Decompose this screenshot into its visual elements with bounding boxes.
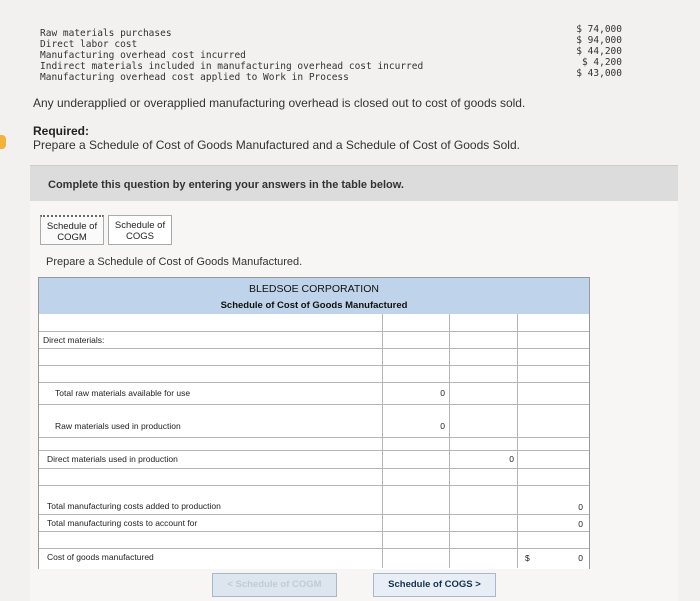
table-row [39,314,589,332]
table-row [39,418,589,438]
table-row[interactable] [39,349,589,366]
total-mfg-added-label: Total manufacturing costs added to production [47,501,221,511]
fact-label: Raw materials purchases [40,28,172,39]
prev-schedule-button[interactable]: < Schedule of COGM [212,573,337,597]
direct-used-label: Direct materials used in production [47,454,178,464]
facts-labels [40,28,423,83]
tab-schedule-cogm[interactable] [40,215,104,245]
instruction-text: Complete this question by entering your answers in the table below. [48,179,404,191]
fact-amount: $ 4,200 [581,57,622,68]
table-row [39,332,589,349]
facts-amounts [576,24,622,79]
table-row[interactable] [39,532,589,549]
overhead-note: Any underapplied or overapplied manufacturing overhead is closed out to cost of goods sold. [33,96,526,110]
fact-amount: $ 44,200 [576,46,622,57]
question-marker [0,135,6,149]
column-divider [449,314,450,568]
fact-label: Manufacturing overhead cost applied to Work in Process [40,72,349,83]
table-row[interactable] [39,366,589,383]
fact-amount: $ 74,000 [576,24,622,35]
required-heading: Required: [33,124,90,138]
tab-label-line2: COGM [57,232,87,243]
tab-label-line1: Schedule of [114,220,166,231]
total-mfg-added-value: 0 [578,502,583,512]
required-text: Prepare a Schedule of Cost of Goods Manufactured and a Schedule of Cost of Goods Sold. [33,138,520,152]
schedule-header [39,278,589,315]
cogm-label: Cost of goods manufactured [47,552,154,562]
table-row [39,385,589,405]
table-row[interactable] [39,469,589,486]
fact-label: Direct labor cost [40,39,138,50]
total-mfg-account-value: 0 [578,519,583,529]
tab-label-line2: COGS [126,231,154,242]
cogm-dollar-sign: $ [525,553,530,563]
fact-label: Manufacturing overhead cost incurred [40,50,246,61]
column-divider [382,314,383,568]
fact-label: Indirect materials included in manufacturing overhead cost incurred [40,61,424,72]
schedule-prompt: Prepare a Schedule of Cost of Goods Manufactured. [46,256,303,268]
instruction-banner [30,165,678,202]
table-row [39,515,589,532]
table-row [39,549,589,569]
fact-amount: $ 94,000 [576,35,622,46]
company-name: BLEDSOE CORPORATION [249,283,379,295]
table-row [39,498,589,515]
raw-used-value: 0 [440,421,445,431]
table-row [39,438,589,451]
direct-materials-label: Direct materials: [43,335,105,345]
fact-amount: $ 43,000 [576,68,622,79]
next-schedule-button[interactable]: Schedule of COGS > [373,573,496,597]
total-raw-available-label: Total raw materials available for use [55,388,191,398]
raw-used-label: Raw materials used in production [55,421,181,431]
total-raw-available-value: 0 [440,388,445,398]
tab-schedule-cogs[interactable] [108,215,172,245]
column-divider [517,314,518,568]
cogm-value: 0 [578,553,583,563]
schedule-title: Schedule of Cost of Goods Manufactured [220,300,408,311]
cogm-schedule-table [38,277,590,569]
total-mfg-account-label: Total manufacturing costs to account for [47,518,198,528]
tab-label-line1: Schedule of [46,221,98,232]
direct-used-value: 0 [509,454,514,464]
